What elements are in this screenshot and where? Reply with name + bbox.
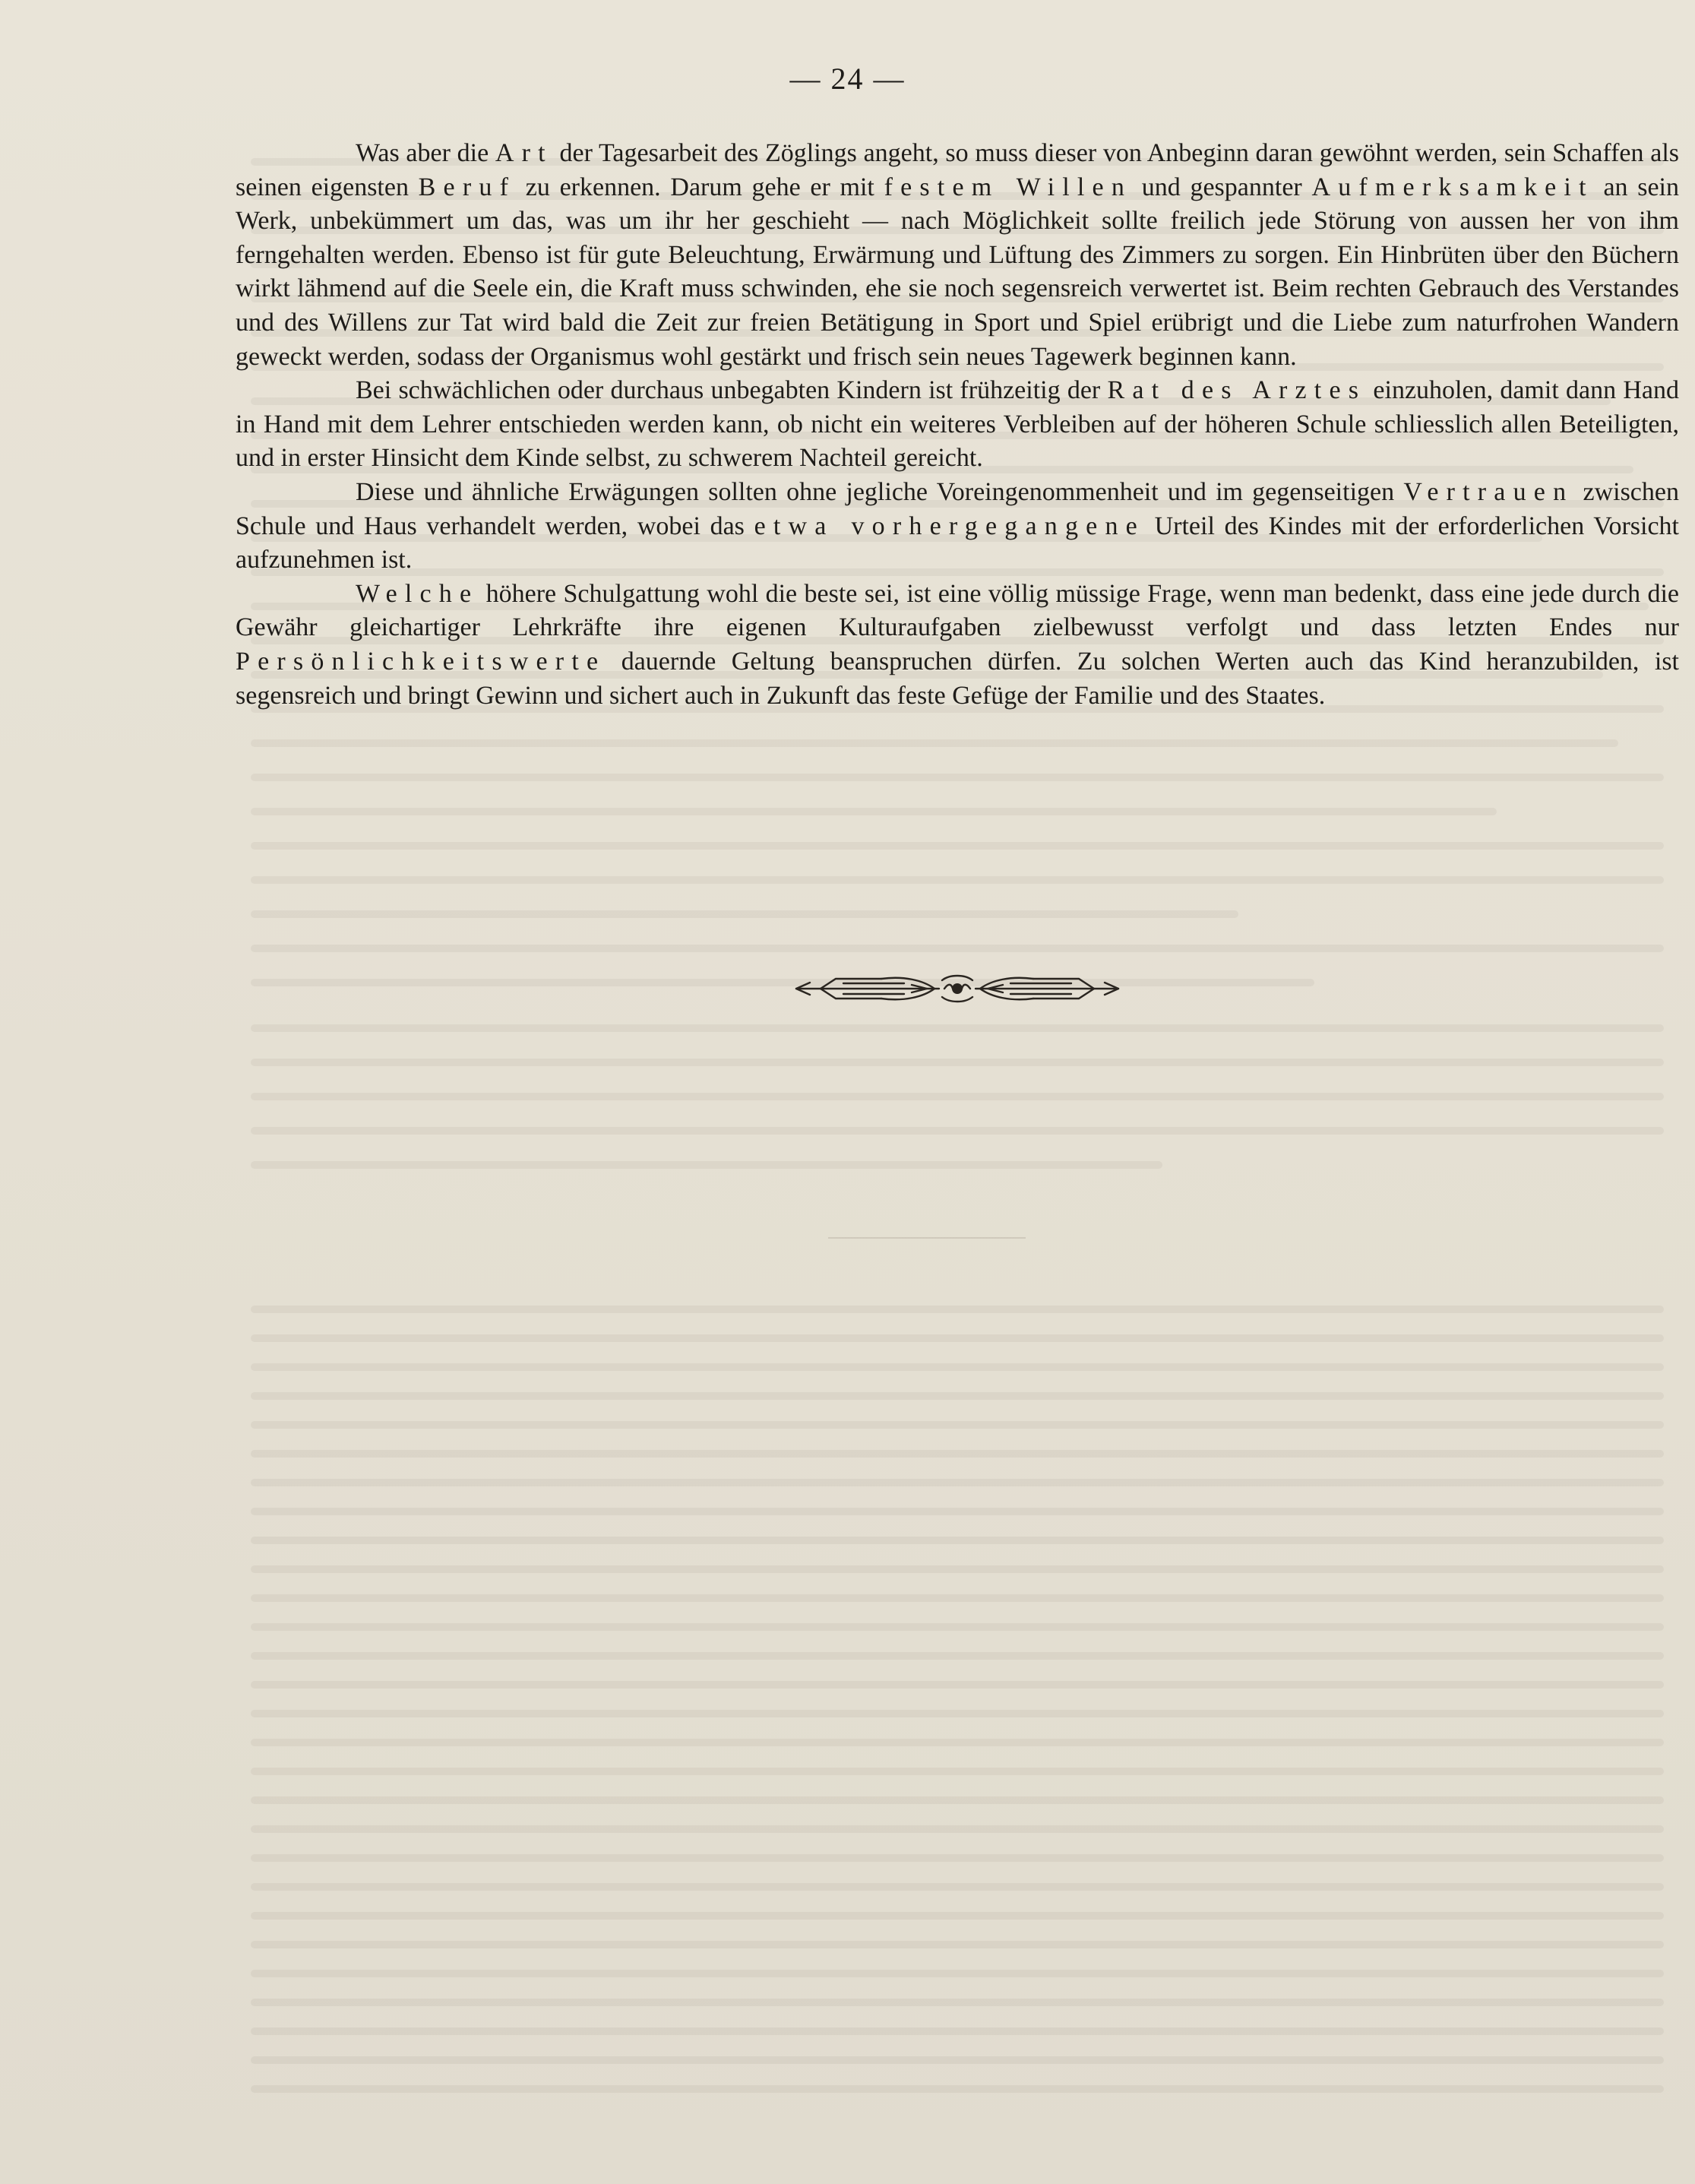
spaced-emphasis-text: Vertrauen — [1403, 477, 1574, 506]
text-run: zwischen Schule und Haus verhandelt werden, wobei das — [236, 477, 1679, 540]
text-run: höhere Schulgattung wohl die beste sei, ist eine völlig müssige Frage, wenn man bedenkt, dass eine jede durch die Gewähr gleichartiger Lehrkräfte ihre eigenen Kulturaufgaben zielbewusst verfolgt und dass letzten Endes nur — [236, 579, 1679, 642]
text-run: der Tagesarbeit des Zöglings angeht, so muss dieser von Anbeginn daran gewöhnt werden, sein Schaffen als seinen eigensten — [236, 139, 1679, 201]
text-run: an sein Werk, unbekümmert um das, was um ihr her geschieht — nach Möglichkeit sollte freilich jede Störung von aussen her von ihm ferngehalten werden. Ebenso ist für gute Beleuchtung, Erwärmung und Lüftung des Zimmers zu sorgen. Ein Hinbrüten über den Büchern wirkt lähmend auf die Seele ein, die Kraft muss schwinden, ehe sie noch segensreich verwertet ist. Beim rechten Gebrauch des Verstandes und des Willens zur Tat wird bald die Zeit zur freien Betätigung in Sport und Spiel erübrigt und die Liebe zum naturfrohen Wandern geweckt werden, sodass der Organismus wohl gestärkt und frisch sein neues Tagewerk beginnen kann. — [236, 173, 1679, 371]
paragraph — [236, 137, 1679, 374]
text-run: Urteil des Kindes mit der erforderlichen Vorsicht aufzunehmen ist. — [236, 511, 1679, 574]
text-run: Diese und ähnliche Erwägungen sollten ohne jegliche Voreingenommenheit und im gegenseitigen — [356, 477, 1404, 506]
page-number: — 24 — — [789, 62, 906, 96]
text-run: Bei schwächlichen oder durchaus unbegabten Kindern ist frühzeitig der — [356, 376, 1108, 405]
spaced-emphasis-text: Aufmerksamkeit — [1311, 173, 1594, 201]
text-run: Was aber die — [356, 139, 495, 167]
text-run: einzuholen, damit dann Hand in Hand mit dem Lehrer entschieden werden kann, ob nicht ein weiteres Verbleiben auf der höheren Schule schliesslich allen Beteiligten, und in erster Hinsicht dem Kinde selbst, zu schwerem Nachteil gereicht. — [236, 376, 1679, 473]
spaced-emphasis-text: etwa vorhergegangene — [754, 511, 1145, 540]
text-run: dauernde Geltung beanspruchen dürfen. Zu solchen Werten auch das Kind heranzubilden, ist segensreich und bringt Gewinn und sichert auch in Zukunft das feste Gefüge der Familie und des Staates. — [236, 647, 1679, 710]
text-run: und gespannter — [1132, 173, 1312, 201]
paragraph — [236, 476, 1679, 578]
body-text — [236, 137, 1679, 713]
spaced-emphasis-text: Art — [495, 139, 553, 167]
faint-rule — [828, 1237, 1026, 1239]
paragraph — [236, 578, 1679, 713]
spaced-emphasis-text: Rat des Arztes — [1107, 376, 1367, 405]
decorative-divider-icon — [790, 971, 1124, 1006]
text-run: zu erkennen. Darum gehe er mit — [516, 173, 884, 201]
paragraph — [236, 374, 1679, 476]
spaced-emphasis-text: Welche — [356, 579, 479, 608]
spaced-emphasis-text: Beruf — [418, 173, 517, 201]
spaced-emphasis-text: Persönlichkeitswerte — [236, 647, 606, 676]
spaced-emphasis-text: festem Willen — [884, 173, 1133, 201]
